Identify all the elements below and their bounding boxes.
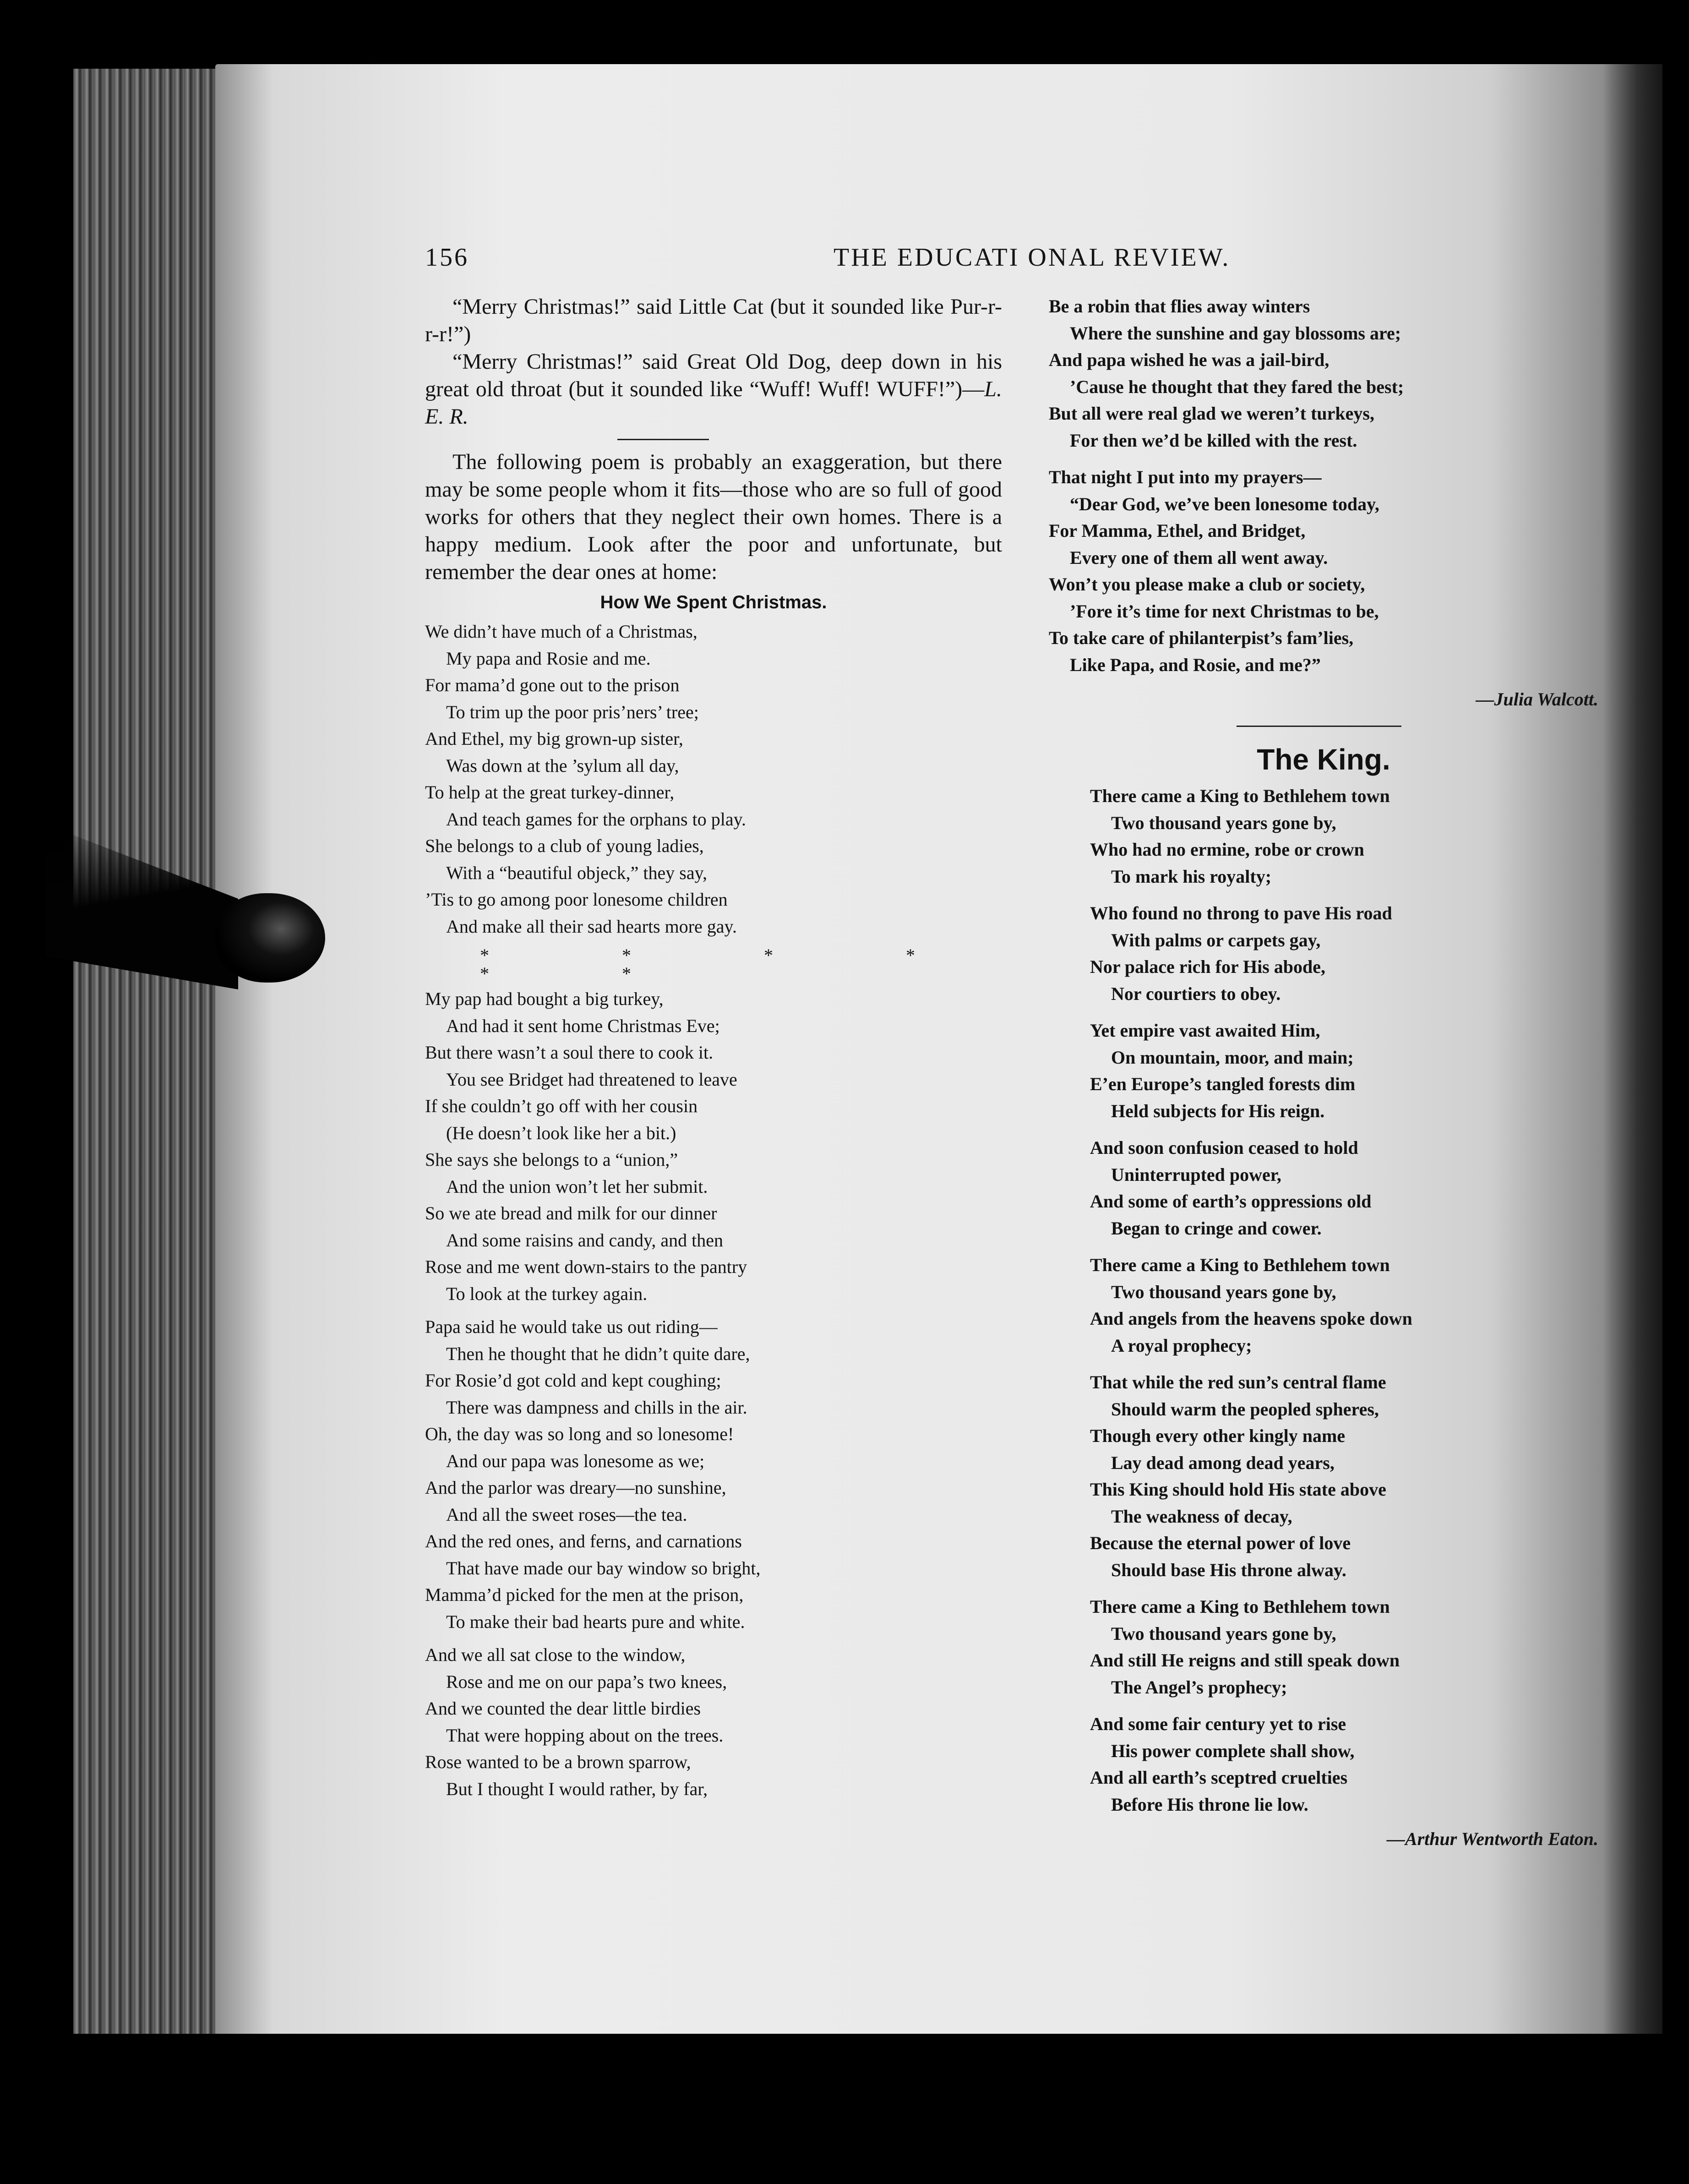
poem-line: And we counted the dear little birdies <box>425 1698 701 1719</box>
poem-line: To take care of philanterpist’s fam’lies, <box>1049 628 1354 648</box>
poem-line: And the parlor was dreary—no sunshine, <box>425 1477 726 1498</box>
poem-line: That while the red sun’s central flame <box>1090 1372 1386 1392</box>
poem-line: And all earth’s sceptred cruelties <box>1090 1767 1348 1788</box>
poem-line: The Angel’s prophecy; <box>1111 1676 1287 1698</box>
poem-line: Every one of them all went away. <box>1070 547 1328 568</box>
poem-line: And we all sat close to the window, <box>425 1644 686 1665</box>
poem-line: And still He reigns and still speak down <box>1090 1650 1400 1671</box>
poem-line: Should base His throne alway. <box>1111 1559 1346 1580</box>
poem-line: To trim up the poor pris’ners’ tree; <box>446 701 699 722</box>
binding-shadow <box>1603 46 1689 2061</box>
stanza <box>1090 1369 1598 1583</box>
poem-line: There came a King to Bethlehem town <box>1090 1596 1390 1617</box>
intro-paragraph-1: “Merry Christmas!” said Little Cat (but it sounded like Pur-r-r-r!”) <box>425 295 1002 346</box>
page-number: 156 <box>425 243 469 272</box>
poem-line: To help at the great turkey-dinner, <box>425 782 675 803</box>
poem-line: My pap had bought a big turkey, <box>425 988 664 1009</box>
thumb <box>215 893 325 983</box>
poem-line: For Rosie’d got cold and kept coughing; <box>425 1370 721 1391</box>
poem-line: Nor palace rich for His abode, <box>1090 956 1326 977</box>
section-divider-right <box>1237 726 1401 727</box>
poem-line: Papa said he would take us out riding— <box>425 1316 718 1337</box>
poem-line: But all were real glad we weren’t turkeys, <box>1049 403 1374 424</box>
poem-line: And angels from the heavens spoke down <box>1090 1308 1412 1329</box>
poem-line: There came a King to Bethlehem town <box>1090 786 1390 806</box>
poem-line: Then he thought that he didn’t quite dare, <box>446 1343 750 1364</box>
poem-line: Rose wanted to be a brown sparrow, <box>425 1752 691 1772</box>
poem-line: There came a King to Bethlehem town <box>1090 1255 1390 1275</box>
poem-line: Who had no ermine, robe or crown <box>1090 839 1364 860</box>
poem-line: On mountain, moor, and main; <box>1111 1047 1354 1068</box>
stanza <box>1049 293 1598 454</box>
poem-line: But there wasn’t a soul there to cook it. <box>425 1042 714 1063</box>
poem-line: For then we’d be killed with the rest. <box>1070 430 1357 451</box>
stanza <box>425 618 1002 940</box>
poem-line: Mamma’d picked for the men at the prison, <box>425 1584 744 1605</box>
poem-line: And papa wished he was a jail-bird, <box>1049 349 1329 370</box>
poem-line: Uninterrupted power, <box>1111 1164 1281 1185</box>
poem-line: Should warm the peopled spheres, <box>1111 1398 1379 1420</box>
poem-line: Be a robin that flies away winters <box>1049 296 1310 317</box>
poem-line: Who found no throng to pave His road <box>1090 903 1392 923</box>
poem-line: There was dampness and chills in the air. <box>446 1397 747 1418</box>
poem-attribution: —Julia Walcott. <box>1476 689 1598 710</box>
poem-line: Held subjects for His reign. <box>1111 1100 1325 1121</box>
poem-line: Rose and me went down-stairs to the pantry <box>425 1256 747 1277</box>
poem-line: And soon confusion ceased to hold <box>1090 1137 1358 1158</box>
poem-line: And all the sweet roses—the tea. <box>446 1504 687 1525</box>
stanza <box>1090 1252 1598 1359</box>
poem-line: Two thousand years gone by, <box>1111 812 1336 833</box>
intro-prose <box>425 293 1002 431</box>
poem-line: So we ate bread and milk for our dinner <box>425 1203 717 1223</box>
poem-line: Began to cringe and cower. <box>1111 1218 1322 1239</box>
poem-line: “Dear God, we’ve been lonesome today, <box>1070 493 1379 514</box>
stanza <box>425 986 1002 1307</box>
poem-line: ’Cause he thought that they fared the best; <box>1070 376 1404 397</box>
poem-line: And the union won’t let her submit. <box>446 1176 708 1197</box>
poem-line: E’en Europe’s tangled forests dim <box>1090 1074 1356 1094</box>
stanza <box>1049 464 1598 678</box>
poem-line: ’Tis to go among poor lonesome children <box>425 889 728 910</box>
poem-line: For mama’d gone out to the prison <box>425 675 680 695</box>
editorial-note <box>425 448 1002 586</box>
book-page-edges <box>73 69 224 2034</box>
poem-line: Because the eternal power of love <box>1090 1533 1351 1553</box>
poem-the-king <box>1049 783 1598 1818</box>
left-column <box>425 293 1002 1809</box>
poem-line: The weakness of decay, <box>1111 1506 1292 1527</box>
poem-line: Oh, the day was so long and so lonesome! <box>425 1424 734 1444</box>
poem-line: If she couldn’t go off with her cousin <box>425 1096 698 1116</box>
stanza <box>1090 783 1598 890</box>
poem-line: ’Fore it’s time for next Christmas to be, <box>1070 601 1379 622</box>
poem-title: How We Spent Christmas. <box>600 592 827 612</box>
poem-line: And had it sent home Christmas Eve; <box>446 1015 720 1036</box>
stanza <box>1090 1594 1598 1701</box>
stanza <box>425 1314 1002 1635</box>
poem-line: Where the sunshine and gay blossoms are; <box>1070 322 1401 344</box>
poem-line: But I thought I would rather, by far, <box>446 1778 708 1799</box>
stanza <box>1090 1711 1598 1818</box>
poem-line: And our papa was lonesome as we; <box>446 1450 705 1471</box>
poem-continuation <box>1049 293 1598 678</box>
right-column <box>1049 293 1598 1850</box>
poem-line: And the red ones, and ferns, and carnations <box>425 1531 742 1551</box>
stanza <box>1090 1135 1598 1242</box>
king-title: The King. <box>1257 743 1390 776</box>
poem-line: That were hopping about on the trees. <box>446 1725 724 1746</box>
king-attribution: —Arthur Wentworth Eaton. <box>1386 1829 1598 1849</box>
intro-signature: L. E. R. <box>425 377 1002 429</box>
poem-line: A royal prophecy; <box>1111 1335 1252 1356</box>
poem-line: Lay dead among dead years, <box>1111 1452 1335 1473</box>
poem-line: For Mamma, Ethel, and Bridget, <box>1049 520 1306 541</box>
poem-how-we-spent-christmas <box>425 618 1002 1802</box>
poem-line: Two thousand years gone by, <box>1111 1623 1336 1644</box>
poem-line: Though every other kingly name <box>1090 1425 1346 1446</box>
running-head: THE EDUCATI ONAL REVIEW. <box>834 243 1231 272</box>
poem-line: With palms or carpets gay, <box>1111 929 1321 950</box>
stanza <box>1090 900 1598 1007</box>
stanza <box>1090 1017 1598 1125</box>
poem-line: You see Bridget had threatened to leave <box>446 1069 737 1090</box>
poem-line: Like Papa, and Rosie, and me?” <box>1070 654 1321 675</box>
poem-line: And some raisins and candy, and then <box>446 1229 724 1250</box>
poem-line: We didn’t have much of a Christmas, <box>425 621 697 642</box>
poem-line: Rose and me on our papa’s two knees, <box>446 1671 727 1692</box>
poem-line: And some of earth’s oppressions old <box>1090 1191 1372 1212</box>
editorial-paragraph: The following poem is probably an exaggeration, but there may be some people whom it fits—those who are so full of good works for others that they neglect their own homes. There is a happy medium. Look after the poor and unfortunate, but remember the dear ones at home: <box>425 450 1002 584</box>
poem-line: His power complete shall show, <box>1111 1740 1355 1761</box>
poem-line: Was down at the ’sylum all day, <box>446 755 679 776</box>
stanza <box>425 1642 1002 1802</box>
poem-line: That night I put into my prayers— <box>1049 467 1322 487</box>
poem-line: Before His throne lie low. <box>1111 1794 1308 1815</box>
poem-line: And teach games for the orphans to play. <box>446 808 746 830</box>
poem-line: She belongs to a club of young ladies, <box>425 835 704 856</box>
poem-line: Yet empire vast awaited Him, <box>1090 1020 1320 1041</box>
section-stars: * * * * * * <box>480 945 979 984</box>
poem-line: That have made our bay window so bright, <box>446 1557 761 1578</box>
poem-line: Won’t you please make a club or society, <box>1049 574 1365 595</box>
intro-paragraph-2-text: “Merry Christmas!” said Great Old Dog, deep down in his great old throat (but it sounded like “Wuff! Wuff! WUFF!”)— <box>425 349 1002 401</box>
poem-line: To mark his royalty; <box>1111 866 1272 887</box>
poem-line: Two thousand years gone by, <box>1111 1281 1336 1302</box>
poem-line: My papa and Rosie and me. <box>446 648 651 669</box>
poem-line: She says she belongs to a “union,” <box>425 1149 678 1170</box>
intro-paragraph-2 <box>425 348 1002 431</box>
section-divider <box>617 439 709 440</box>
poem-line: To make their bad hearts pure and white. <box>446 1611 745 1632</box>
poem-line: This King should hold His state above <box>1090 1479 1386 1500</box>
poem-line: Nor courtiers to obey. <box>1111 983 1281 1004</box>
poem-line: To look at the turkey again. <box>446 1283 648 1304</box>
poem-line: And some fair century yet to rise <box>1090 1714 1346 1734</box>
poem-line: With a “beautiful objeck,” they say, <box>446 862 708 883</box>
poem-line: And Ethel, my big grown-up sister, <box>425 728 683 749</box>
poem-line: And make all their sad hearts more gay. <box>446 916 737 937</box>
poem-line: (He doesn’t look like her a bit.) <box>446 1122 676 1143</box>
